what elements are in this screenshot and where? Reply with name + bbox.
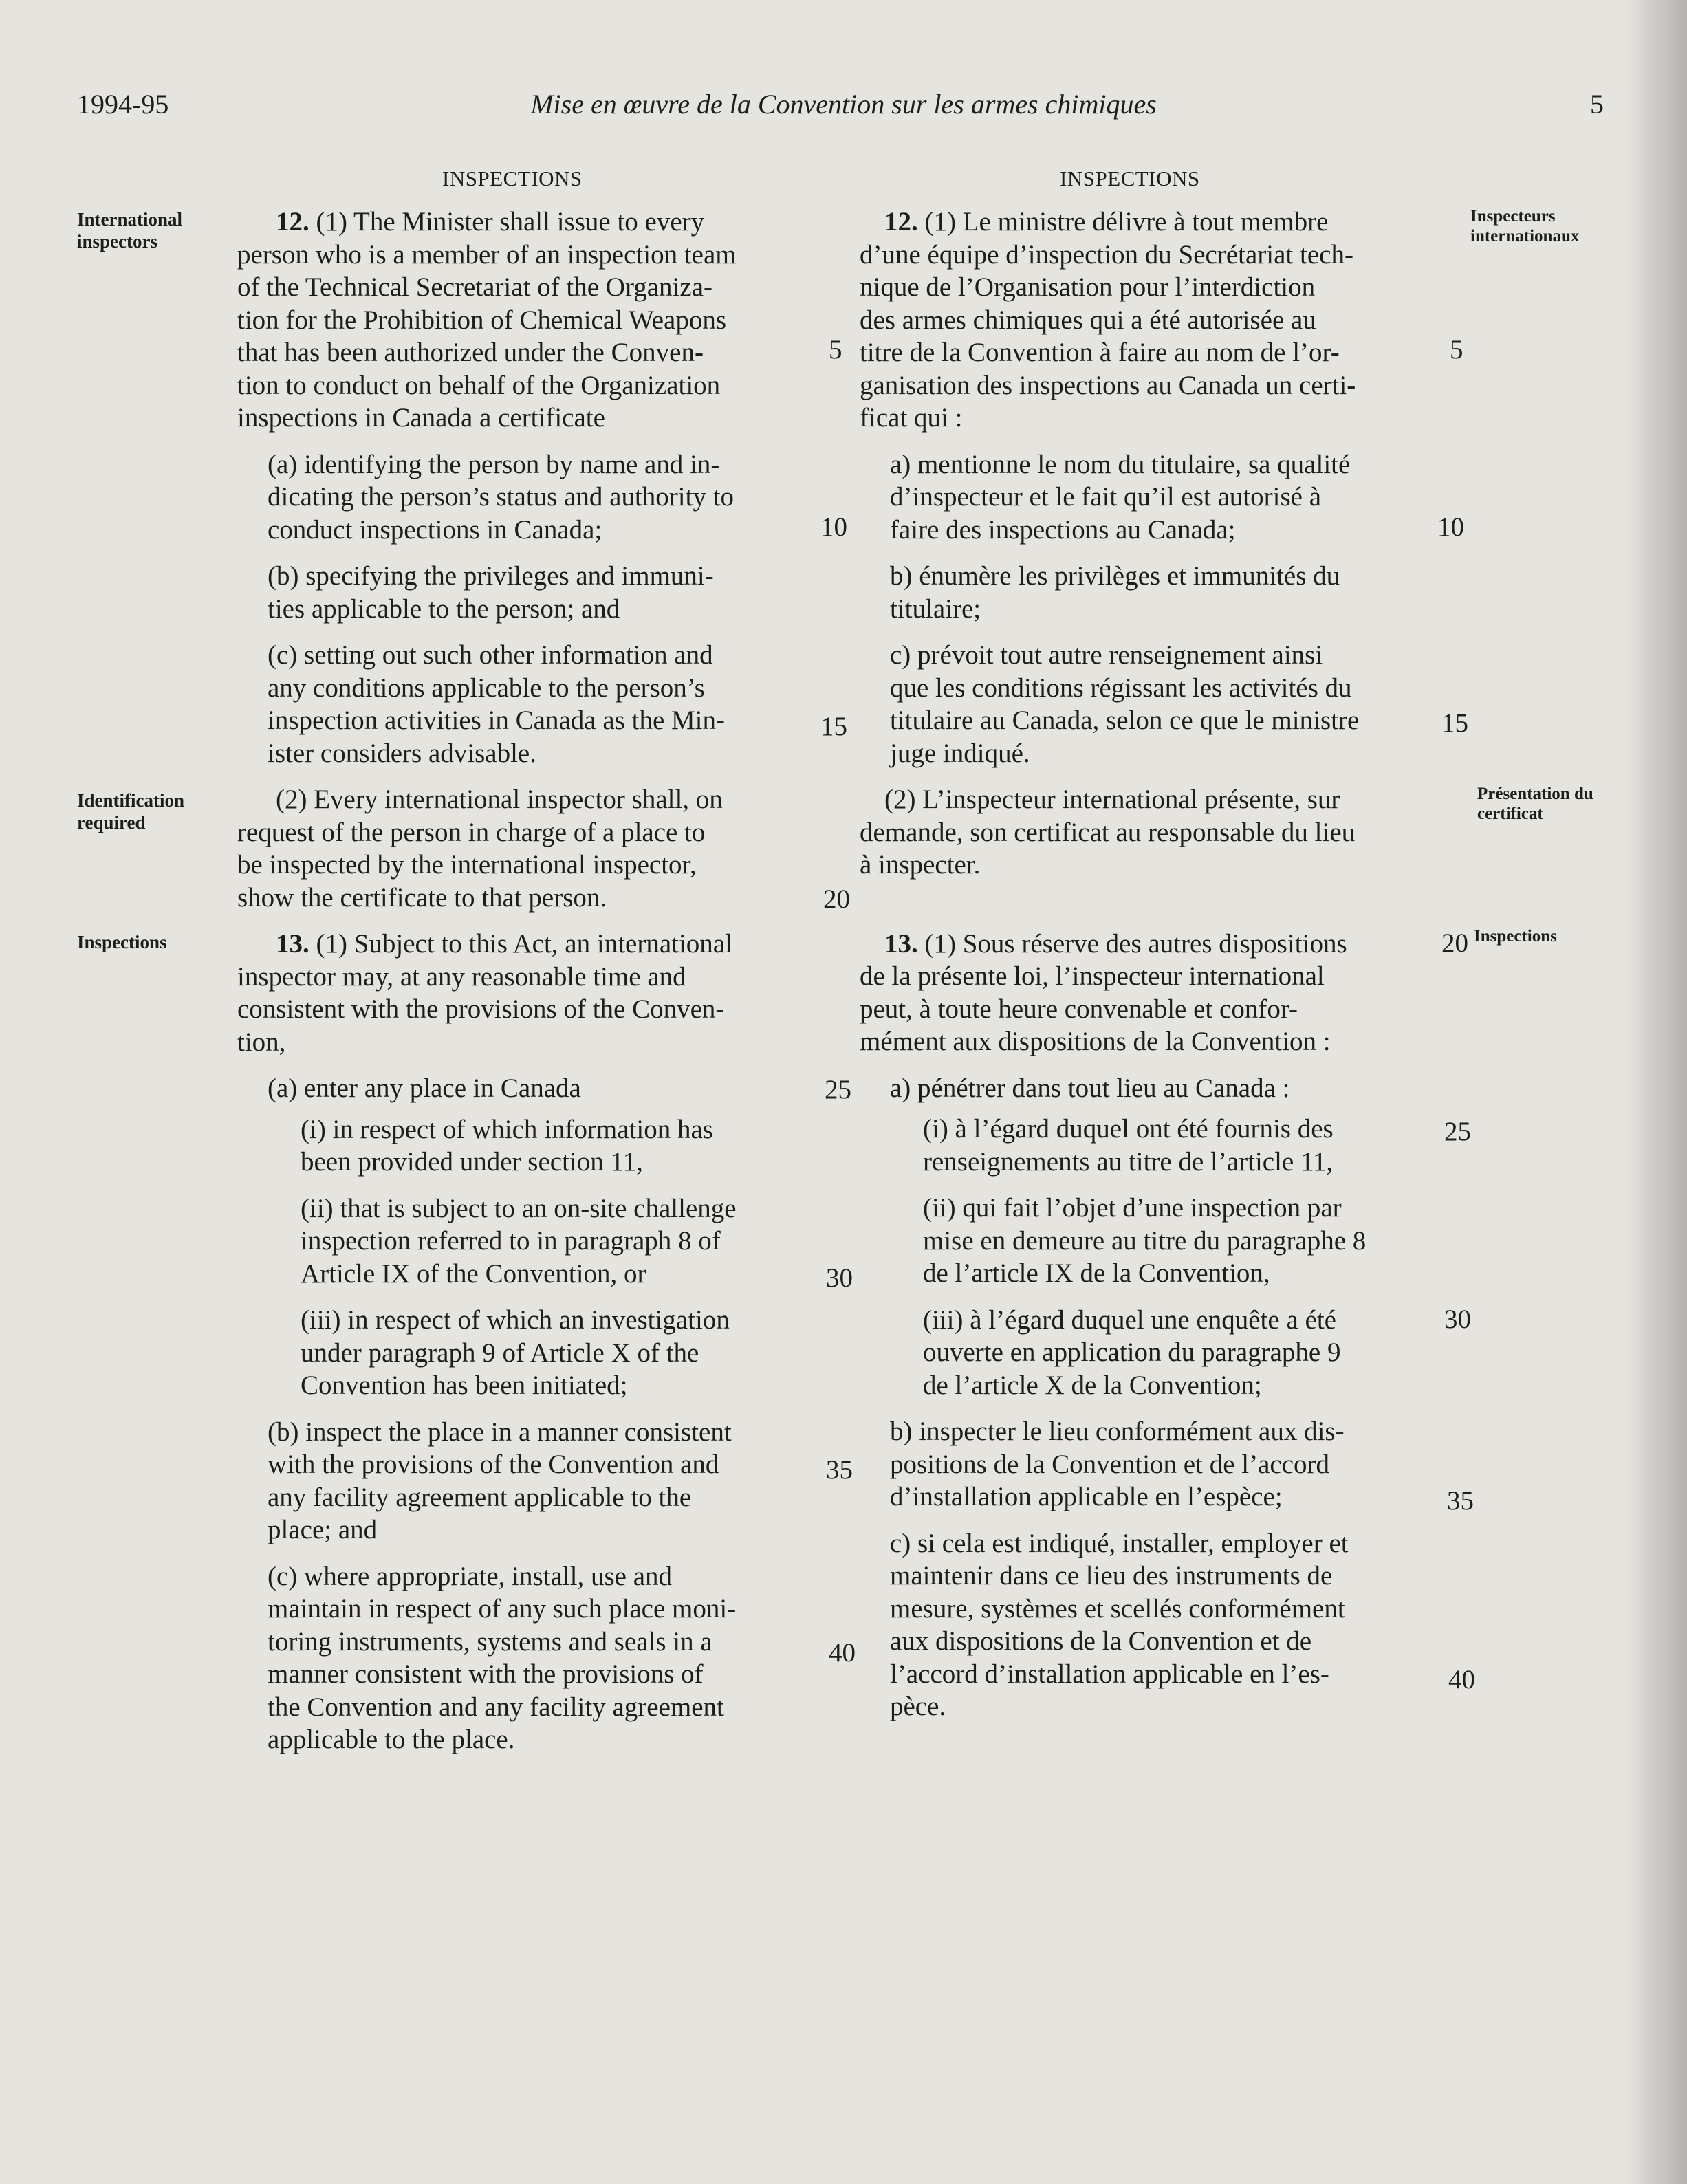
line-number-fr-20: 20 — [1441, 928, 1468, 958]
header-title: Mise en œuvre de la Convention sur les armes chimiques — [530, 89, 1157, 120]
line-number-fr-15: 15 — [1441, 708, 1468, 738]
line-number-fr-40: 40 — [1448, 1665, 1475, 1694]
french-heading: INSPECTIONS — [1060, 166, 1200, 190]
margin-note-international-inspectors: International inspectors — [77, 209, 183, 252]
en-s13-a-ii: (ii) that is subject to an on-site challenge inspection referred to in paragraph 8 of Article IX of the Convention, or — [301, 1193, 737, 1289]
margin-note-identification-required: Identification required — [77, 790, 185, 833]
fr-s13-a-ii: (ii) qui fait l’objet d’une inspection par mise en demeure au titre du paragraphe 8 de l’article IX de la Convention, — [923, 1193, 1367, 1288]
line-number-fr-5: 5 — [1450, 335, 1463, 364]
en-s13-a-i: (i) in respect of which information has been provided under section 11, — [301, 1114, 713, 1177]
line-number-fr-25: 25 — [1444, 1117, 1471, 1146]
english-column — [237, 206, 818, 1756]
fr-s12-b: b) énumère les privilèges et immunités du titulaire; — [890, 561, 1340, 624]
margin-note-presentation-certificat: Présentation du certificat — [1477, 785, 1593, 823]
fr-s12-2: (2) L’inspecteur international présente, sur demande, son certificat au responsable du lieu à inspecter. — [860, 785, 1356, 880]
fr-s13-c: c) si cela est indiqué, installer, employer et maintenir dans ce lieu des instruments de mesure, systèmes et scellés conformément aux dispositions de la Convention et de l’accord d’installation applicable en l’es- pèce. — [890, 1528, 1349, 1721]
page-edge-shadow — [1625, 0, 1687, 2184]
en-s13-b: (b) inspect the place in a manner consistent with the provisions of the Convention and any facility agreement applicable to the place; and — [268, 1417, 732, 1544]
line-number-en-40: 40 — [829, 1638, 856, 1668]
fr-s13-a: a) pénétrer dans tout lieu au Canada : — [890, 1073, 1290, 1103]
fr-s13-a-i: (i) à l’égard duquel ont été fournis des renseignements au titre de l’article 11, — [923, 1114, 1334, 1177]
en-s13-1: 13. (1) Subject to this Act, an international inspector may, at any reasonable time and consistent with the provisions of the Conven- tion, — [237, 929, 732, 1057]
line-number-fr-35: 35 — [1447, 1486, 1474, 1516]
en-s12-a: (a) identifying the person by name and in- dicating the person’s status and authority to conduct inspections in Canada; — [268, 449, 734, 545]
fr-s13-b: b) inspecter le lieu conformément aux dis- positions de la Convention et de l’accord d’installation applicable en l’espèce; — [890, 1417, 1345, 1511]
page-number: 5 — [1590, 89, 1604, 120]
fr-s12-a: a) mentionne le nom du titulaire, sa qualité d’inspecteur et le fait qu’il est autorisé à faire des inspections au Canada; — [890, 449, 1351, 545]
en-s13-a-iii: (iii) in respect of which an investigation under paragraph 9 of Article X of the Convention has been initiated; — [301, 1305, 730, 1400]
line-number-en-25: 25 — [825, 1075, 851, 1104]
line-number-fr-10: 10 — [1437, 512, 1464, 542]
en-s12-c: (c) setting out such other information and any conditions applicable to the person’s inspection activities in Canada as the Min- ister considers advisable. — [268, 640, 725, 768]
margin-note-inspections-en: Inspections — [77, 932, 167, 952]
fr-s12-1: 12. (1) Le ministre délivre à tout membre d’une équipe d’inspection du Secrétariat tech- nique de l’Organisation pour l’interdiction des armes chimiques qui a été autorisée au titre de la Convention à faire au nom de l’or- ganisation des inspections au Canada un certi- ficat qui : — [860, 207, 1356, 433]
en-s13-a: (a) enter any place in Canada — [268, 1073, 581, 1103]
en-s13-c: (c) where appropriate, install, use and maintain in respect of any such place moni- toring instruments, systems and seals in a manner consistent with the provisions of the Convention and any facility agreement applicable to the place. — [268, 1561, 737, 1754]
line-number-en-20: 20 — [823, 884, 850, 914]
line-number-en-10: 10 — [820, 512, 847, 542]
fr-s12-c: c) prévoit tout autre renseignement ainsi que les conditions régissant les activités du titulaire au Canada, selon ce que le ministre juge indiqué. — [890, 640, 1360, 768]
line-number-en-30: 30 — [826, 1263, 853, 1293]
en-s12-2: (2) Every international inspector shall, on request of the person in charge of a place to be inspected by the international inspector, show the certificate to that person. — [237, 785, 723, 913]
margin-note-inspecteurs-internationaux: Inspecteurs internationaux — [1470, 207, 1580, 245]
line-number-en-15: 15 — [820, 712, 847, 741]
fr-s13-a-iii: (iii) à l’égard duquel une enquête a été ouverte en application du paragraphe 9 de l’article X de la Convention; — [923, 1304, 1341, 1400]
en-s12-1: 12. (1) The Minister shall issue to every person who is a member of an inspection team of the Technical Secretariat of the Organiza- tion for the Prohibition of Chemical Weapons that has been authorized under the Conven- tion to conduct on behalf of the Organization inspections in Canada a certificate — [237, 207, 737, 433]
line-number-en-5: 5 — [829, 335, 842, 364]
english-heading: INSPECTIONS — [442, 166, 583, 190]
line-number-en-35: 35 — [826, 1455, 853, 1485]
fr-s13-1: 13. (1) Sous réserve des autres dispositions de la présente loi, l’inspecteur international peut, à toute heure convenable et confor- mément aux dispositions de la Convention : — [860, 928, 1347, 1056]
french-column — [860, 206, 1430, 1723]
margin-note-inspections-fr: Inspections — [1474, 927, 1557, 946]
line-number-fr-30: 30 — [1444, 1304, 1471, 1334]
header-year: 1994-95 — [77, 89, 169, 120]
en-s12-b: (b) specifying the privileges and immuni- ties applicable to the person; and — [268, 561, 714, 624]
